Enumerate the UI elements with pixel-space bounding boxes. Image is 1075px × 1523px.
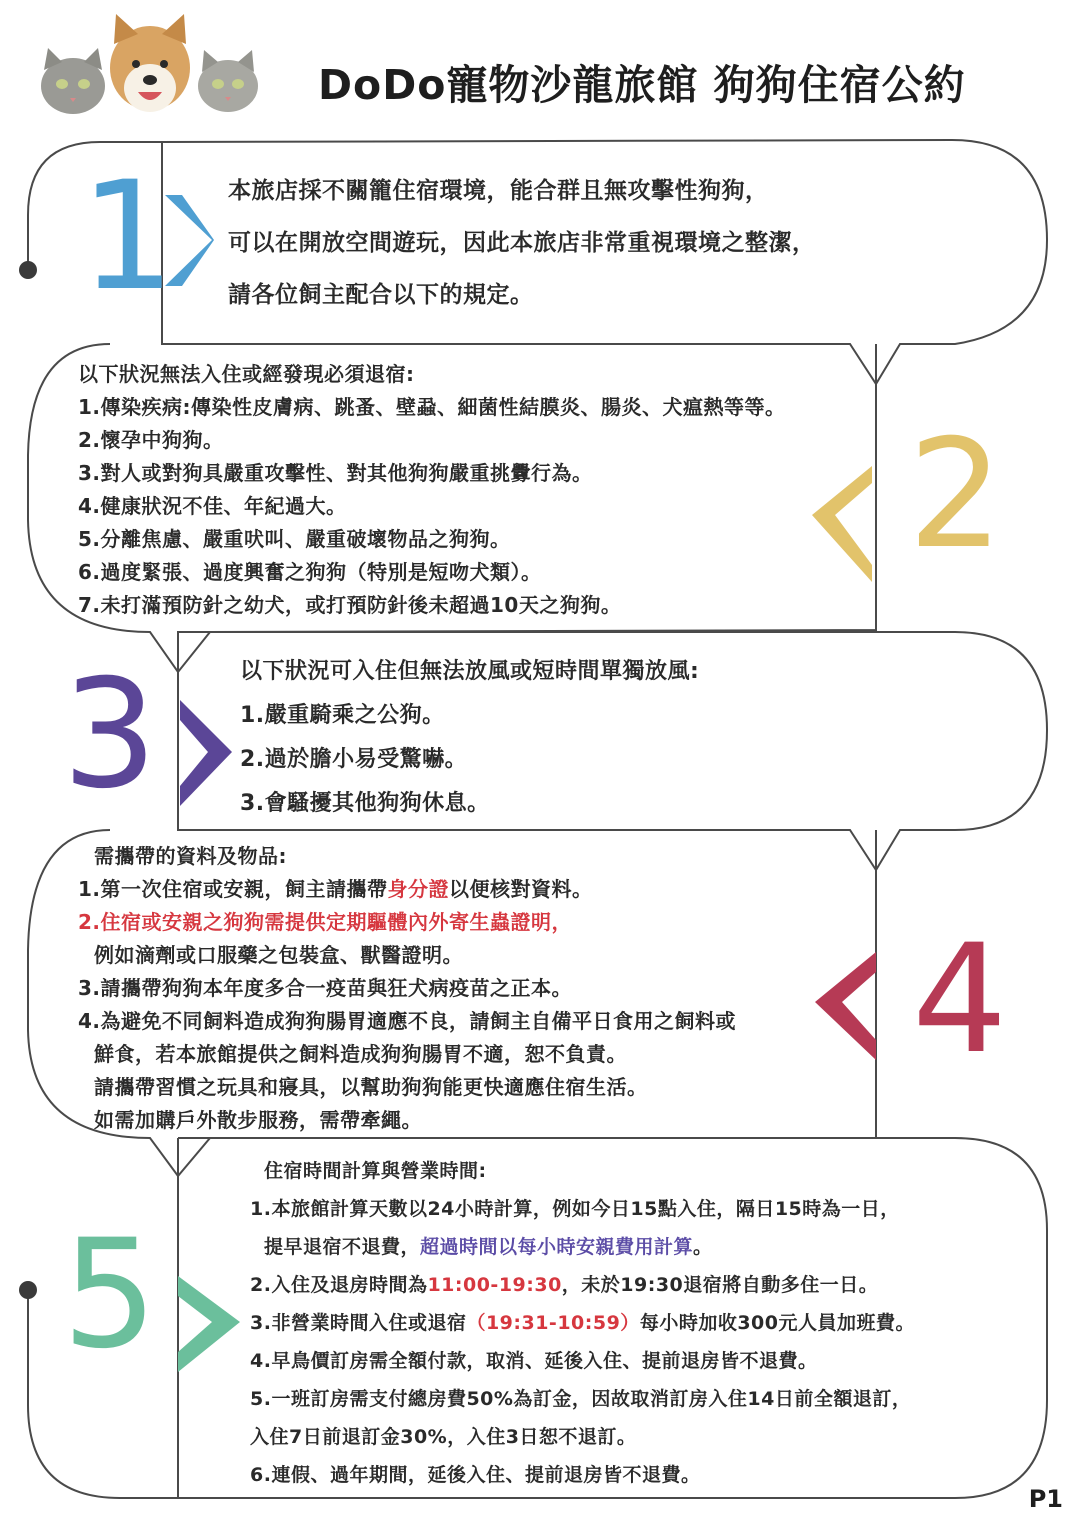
list-item: 2.過於膽小易受驚嚇。 [240, 747, 468, 772]
id-card-highlight: 身分證 [387, 877, 450, 901]
step-number-2: 2 [908, 408, 1004, 582]
list-item: 5.分離焦慮、嚴重吠叫、嚴重破壞物品之狗狗。 [78, 527, 511, 551]
list-item: 6.過度緊張、過度興奮之狗狗（特別是短吻犬類）。 [78, 560, 542, 584]
list-item: 2.住宿或安親之狗狗需提供定期驅體內外寄生蟲證明， [78, 910, 573, 934]
section-4-heading: 需攜帶的資料及物品: [94, 844, 287, 868]
list-item: 7.未打滿預防針之幼犬，或打預防針後未超過10天之狗狗。 [78, 593, 622, 617]
chevron-left-icon [815, 952, 876, 1060]
section-2-text [78, 358, 786, 622]
section-3-text [240, 650, 699, 826]
list-item: 1.嚴重騎乘之公狗。 [240, 703, 445, 728]
cat-face-icon [41, 48, 105, 114]
chevron-right-icon [180, 700, 232, 806]
list-item: 2.懷孕中狗狗。 [78, 428, 224, 452]
list-item: 入住7日前退訂金30%，入住3日恕不退訂。 [250, 1426, 637, 1448]
list-item: 1.第一次住宿或安親，飼主請攜帶身分證以便核對資料。 [78, 877, 593, 901]
list-item: 3.非營業時間入住或退宿（19:31-10:59）每小時加收300元人員加班費。 [250, 1312, 915, 1334]
chevron-left-icon [812, 466, 872, 582]
page-number: P1 [1028, 1485, 1063, 1513]
hours-highlight: 11:00-19:30 [427, 1274, 562, 1296]
section-5-text [250, 1152, 915, 1494]
list-item: 例如滴劑或口服藥之包裝盒、獸醫證明。 [94, 943, 463, 967]
cat-face-icon [198, 50, 258, 112]
section-1-text [228, 165, 816, 321]
step-number-4: 4 [912, 913, 1008, 1087]
list-item: 3.對人或對狗具嚴重攻擊性、對其他狗狗嚴重挑釁行為。 [78, 461, 593, 485]
section-3-heading: 以下狀況可入住但無法放風或短時間單獨放風: [240, 659, 700, 684]
list-item: 如需加購戶外散步服務，需帶牽繩。 [94, 1108, 422, 1132]
section-5-heading: 住宿時間計算與營業時間: [264, 1160, 487, 1182]
list-item: 1.本旅館計算天數以24小時計算，例如今日15點入住，隔日15時為一日， [250, 1198, 900, 1220]
section-2-heading: 以下狀況無法入住或經發現必須退宿: [78, 362, 415, 386]
list-item: 1.傳染疾病:傳染性皮膚病、跳蚤、壁蝨、細菌性結膜炎、腸炎、犬瘟熱等等。 [78, 395, 786, 419]
list-item: 4.健康狀況不佳、年紀過大。 [78, 494, 347, 518]
overtime-highlight: 超過時間以每小時安親費用計算 [420, 1236, 694, 1258]
section-1-line: 請各位飼主配合以下的規定。 [228, 282, 534, 308]
list-item: 3.會騷擾其他狗狗休息。 [240, 791, 490, 816]
step-number-1: 1 [80, 150, 176, 324]
step-number-5: 5 [62, 1208, 158, 1382]
list-item: 請攜帶習慣之玩具和寢具，以幫助狗狗能更快適應住宿生活。 [94, 1075, 648, 1099]
after-hours-highlight: （19:31-10:59） [466, 1312, 640, 1334]
section-1-line: 可以在開放空間遊玩，因此本旅店非常重視環境之整潔， [228, 230, 816, 256]
list-item: 4.為避免不同飼料造成狗狗腸胃適應不良，請飼主自備平日食用之飼料或 [78, 1009, 737, 1033]
list-item: 鮮食，若本旅館提供之飼料造成狗狗腸胃不適，恕不負責。 [94, 1042, 627, 1066]
page-title: DoDo寵物沙龍旅館 狗狗住宿公約 [318, 61, 966, 109]
shiba-dog-face-icon [110, 14, 190, 112]
list-item: 2.入住及退房時間為11:00-19:30，未於19:30退宿將自動多住一日。 [250, 1274, 879, 1296]
list-item: 提早退宿不退費，超過時間以每小時安親費用計算。 [264, 1236, 713, 1258]
list-item: 6.連假、過年期間，延後入住、提前退房皆不退費。 [250, 1464, 701, 1486]
section-4-text [78, 840, 736, 1137]
list-item: 5.一班訂房需支付總房費50%為訂金，因故取消訂房入住14日前全額退訂， [250, 1388, 912, 1410]
step-number-3: 3 [62, 648, 158, 822]
list-item: 4.早鳥價訂房需全額付款，取消、延後入住、提前退房皆不退費。 [250, 1350, 818, 1372]
chevron-right-icon [178, 1276, 240, 1372]
section-1-line: 本旅店採不關籠住宿環境，能合群且無攻擊性狗狗， [228, 178, 769, 204]
list-item: 3.請攜帶狗狗本年度多合一疫苗與狂犬病疫苗之正本。 [78, 976, 573, 1000]
